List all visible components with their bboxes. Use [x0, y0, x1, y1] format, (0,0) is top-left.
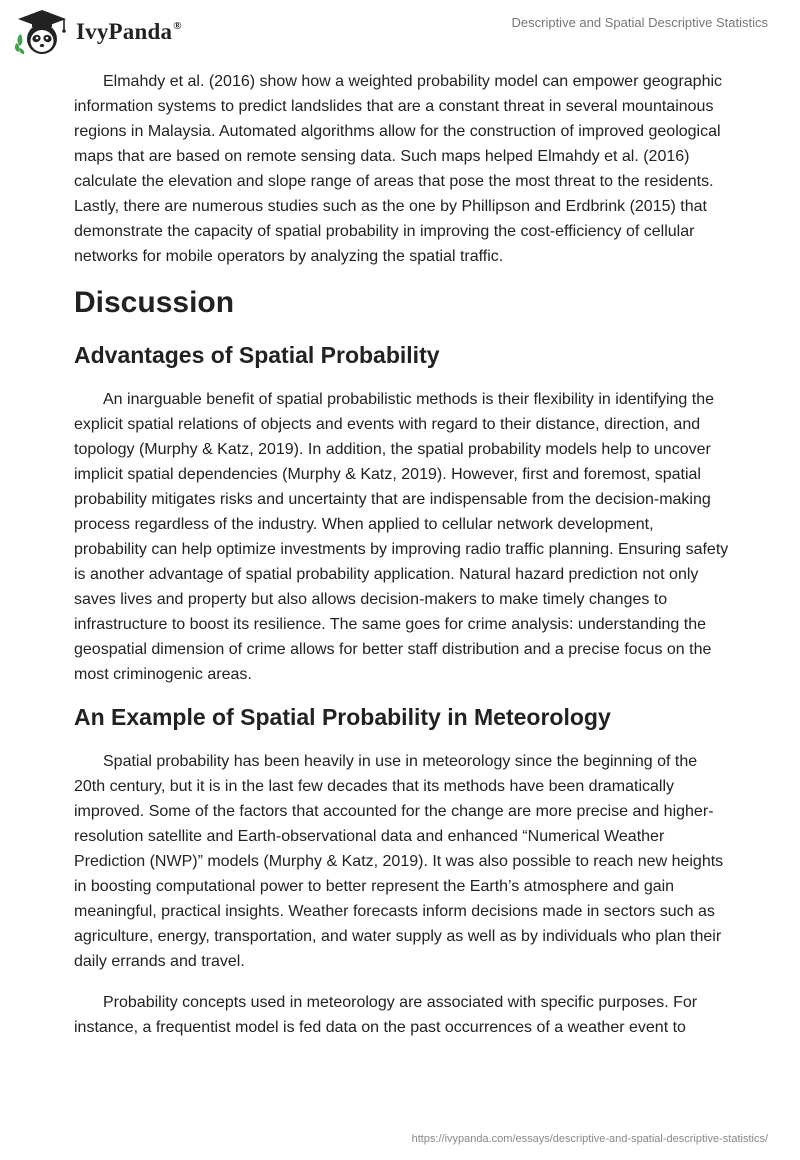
advantages-paragraph: An inarguable benefit of spatial probabilistic methods is their flexibility in identifying the explicit spatial relations of objects and events with regard to their distance, direction, and topology (Murphy & Katz, 2019). In addition, the spatial probability models help to uncover implicit spatial dependencies (Murphy & Katz, 2019). However, first and foremost, spatial probability mitigates risks and uncertainty that are indispensable from the decision-making process regardless of the industry. When applied to cellular network development, probability can help optimize investments by improving radio traffic planning. Ensuring safety is another advantage of spatial probability application. Natural hazard prediction not only saves lives and property but also allows decision-makers to make timely changes to infrastructure to boost its resilience. The same goes for crime analysis: understanding the geospatial dimension of crime allows for better staff distribution and a precise focus on the most criminogenic areas. [74, 391, 729, 683]
intro-paragraph: Elmahdy et al. (2016) show how a weighted probability model can empower geographic information systems to predict landslides that are a constant threat in several mountainous regions in Malaysia. Automated algorithms allow for the construction of improved geological maps that are based on remote sensing data. Such maps helped Elmahdy et al. (2016) calculate the elevation and slope range of areas that pose the most threat to the residents. Lastly, there are numerous studies such as the one by Phillipson and Erdbrink (2015) that demonstrate the capacity of spatial probability in improving the cost-efficiency of cellular networks for mobile operators by analyzing the spatial traffic. [74, 73, 723, 265]
discussion-heading: Discussion [74, 286, 235, 319]
registered-mark: ® [173, 20, 182, 32]
page-header [0, 0, 800, 64]
meteorology-heading: An Example of Spatial Probability in Meteorology [74, 704, 611, 730]
advantages-heading: Advantages of Spatial Probability [74, 342, 440, 368]
panda-graduate-icon [14, 8, 70, 56]
meteorology-paragraph-1: Spatial probability has been heavily in use in meteorology since the beginning of the 20th century, but it is in the last few decades that its methods have been dramatically improved. Some of the factors that accounted for the change are more precise and higher-resolution satellite and Earth-observational data and enhanced “Numerical Weather Prediction (NWP)” models (Murphy & Katz, 2019). It was also possible to reach new heights in boosting computational power to better represent the Earth’s atmosphere and gain meaningful, practical insights. Weather forecasts inform decisions made in sectors such as agriculture, energy, transportation, and water supply as well as by individuals who plan their daily errands and travel. [74, 753, 724, 970]
document-title: Descriptive and Spatial Descriptive Statistics [511, 15, 768, 30]
source-url[interactable]: https://ivypanda.com/essays/descriptive-and-spatial-descriptive-statistics/ [411, 1133, 768, 1145]
meteorology-paragraph-2: Probability concepts used in meteorology are associated with specific purposes. For instance, a frequentist model is fed data on the past occurrences of a weather event to [74, 994, 698, 1036]
brand-name: IvyPanda® [76, 19, 182, 44]
brand-logo[interactable] [14, 8, 182, 56]
article-body [74, 69, 730, 1056]
